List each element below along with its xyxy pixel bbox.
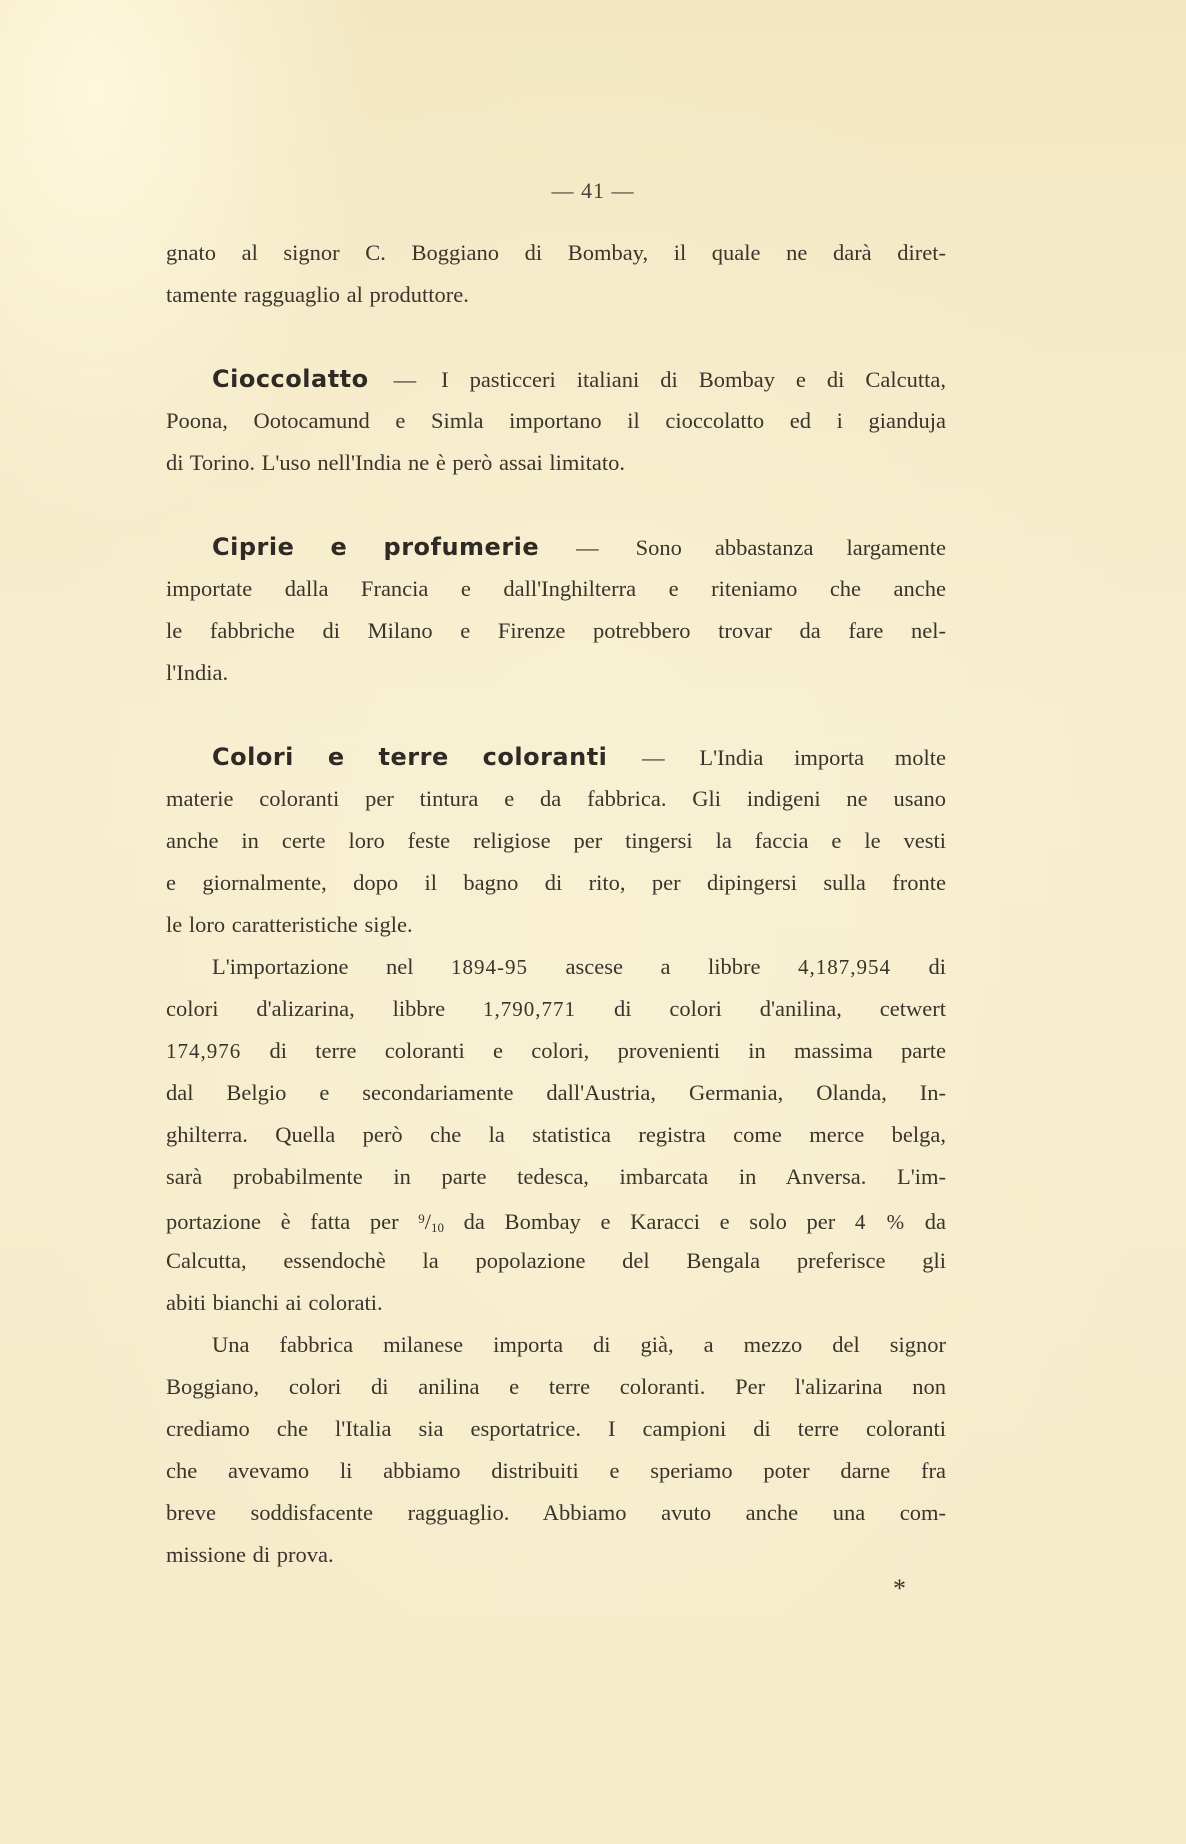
paragraph-importazione (166, 946, 946, 1324)
text-line (166, 736, 946, 778)
section-heading-colori: Colori e terre coloranti (212, 743, 608, 771)
fraction-separator: / (424, 1209, 432, 1234)
em-dash: — (642, 745, 665, 770)
quantity-alizarina: 4,187,954 (798, 955, 891, 979)
percentage: 4 % (854, 1210, 906, 1234)
text-run: di (928, 954, 947, 979)
paragraph-fabbrica (166, 1324, 946, 1576)
text-run: ascese a libbre (565, 954, 761, 979)
text-line: di Torino. L'uso nell'India ne è però assai limitato. (166, 450, 626, 475)
text-run: di colori d'anilina, cetwert (613, 996, 947, 1021)
text-run: da Bombay e Karacci e solo per (463, 1209, 836, 1234)
text-line: Boggiano, colori di anilina e terre coloranti. Per l'alizarina non (166, 1374, 946, 1399)
text-line: le loro caratteristiche sigle. (166, 912, 413, 937)
fraction-numerator: 9 (418, 1211, 425, 1226)
text-line: breve soddisfacente ragguaglio. Abbiamo avuto anche una com- (166, 1500, 946, 1525)
text-run: portazione è fatta per (166, 1209, 399, 1234)
section-heading-ciprie: Ciprie e profumerie (212, 533, 540, 561)
paragraph-colori (166, 736, 946, 946)
text-line: e giornalmente, dopo il bagno di rito, per dipingersi sulla fronte (166, 870, 946, 895)
section-heading-cioccolatto: Cioccolatto (212, 365, 369, 393)
text-line (166, 358, 946, 400)
quantity-terre: 174,976 (166, 1039, 242, 1063)
em-dash: — (576, 535, 599, 560)
text-line: importate dalla Francia e dall'Inghilterra e riteniamo che anche (166, 576, 946, 601)
text-line: Poona, Ootocamund e Simla importano il cioccolatto ed i gianduja (166, 408, 946, 433)
page-number: — 41 — (551, 178, 635, 203)
text-run: I pasticceri italiani di Bombay e di Calcutta, (441, 367, 946, 392)
year-range: 1894-95 (451, 955, 529, 979)
paragraph-gap (166, 484, 946, 526)
text-body (166, 232, 946, 1576)
text-line: sarà probabilmente in parte tedesca, imbarcata in Anversa. L'im- (166, 1164, 946, 1189)
text-line: Calcutta, essendochè la popolazione del Bengala preferisce gli (166, 1248, 946, 1273)
text-line: abiti bianchi ai colorati. (166, 1290, 383, 1315)
text-line: dal Belgio e secondariamente dall'Austria, Germania, Olanda, In- (166, 1080, 946, 1105)
text-line (166, 1030, 946, 1072)
text-line: che avevamo li abbiamo distribuiti e speriamo poter darne fra (166, 1458, 946, 1483)
fraction-denominator: 10 (431, 1220, 445, 1235)
text-line: l'India. (166, 660, 229, 685)
paragraph-gap (166, 694, 946, 736)
text-line (166, 946, 946, 988)
text-line: ghilterra. Quella però che la statistica registra come merce belga, (166, 1122, 946, 1147)
quantity-anilina: 1,790,771 (483, 997, 577, 1021)
text-run: da (924, 1209, 947, 1234)
text-run: Sono abbastanza largamente (635, 535, 947, 560)
text-run: L'importazione nel (212, 954, 414, 979)
text-line: Una fabbrica milanese importa di già, a mezzo del signor (212, 1332, 946, 1357)
em-dash: — (393, 367, 417, 392)
text-line: materie coloranti per tintura e da fabbrica. Gli indigeni ne usano (166, 786, 946, 811)
fraction-nine-tenths (418, 1209, 444, 1234)
text-line (166, 526, 946, 568)
paragraph-ciprie (166, 526, 946, 694)
text-line: gnato al signor C. Boggiano di Bombay, il quale ne darà diret- (166, 240, 946, 265)
text-line: missione di prova. (166, 1542, 334, 1567)
text-line: anche in certe loro feste religiose per tingersi la faccia e le vesti (166, 828, 946, 853)
text-run: L'India importa molte (699, 745, 947, 770)
end-asterisk: * (893, 1574, 906, 1603)
paragraph-cioccolatto (166, 358, 946, 484)
text-line: le fabbriche di Milano e Firenze potrebbero trovar da fare nel- (166, 618, 946, 643)
text-run: di terre coloranti e colori, provenienti in massima parte (269, 1038, 947, 1063)
text-line (166, 988, 946, 1030)
paragraph-gap (166, 316, 946, 358)
text-line: tamente ragguaglio al produttore. (166, 282, 469, 307)
text-line (166, 1198, 946, 1240)
paragraph-intro (166, 232, 946, 316)
text-run: colori d'alizarina, libbre (166, 996, 446, 1021)
text-line: crediamo che l'Italia sia esportatrice. I campioni di terre coloranti (166, 1416, 946, 1441)
